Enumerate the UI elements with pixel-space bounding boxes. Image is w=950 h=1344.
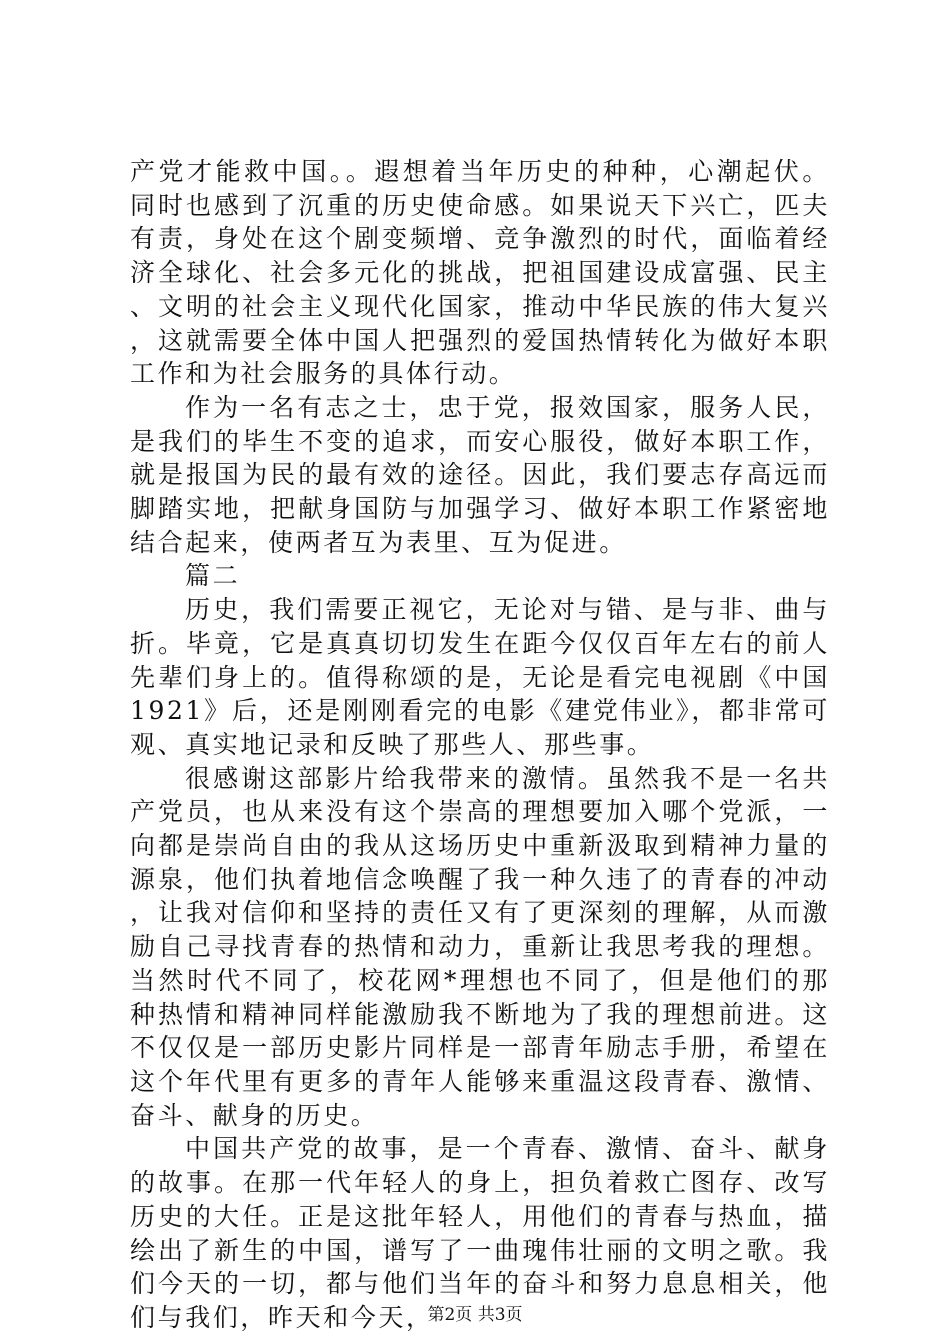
paragraph-5: 中国共产党的故事，是一个青春、激情、奋斗、献身的故事。在那一代年轻人的身上，担负着救亡图存、改写历史的大任。正是这批年轻人，用他们的青春与热血，描绘出了新生的中国，谱写了一曲瑰伟壮丽的文明之歌。我们今天的一切，都与他们当年的奋斗和努力息息相关，他们与我们，昨天和今天， [130,1134,830,1332]
page-number-footer: 第2页 共3页 [427,1305,523,1325]
paragraph-4: 很感谢这部影片给我带来的激情。虽然我不是一名共产党员，也从来没有这个崇高的理想要加入哪个党派，一向都是崇尚自由的我从这场历史中重新汲取到精神力量的源泉，他们执着地信念唤醒了我一种久违了的青春的冲动，让我对信仰和坚持的责任又有了更深刻的理解，从而激励自己寻找青春的热情和动力，重新让我思考我的理想。当然时代不同了，校花网*理想也不同了，但是他们的那种热情和精神同样能激励我不断地为了我的理想前进。这不仅仅是一部历史影片同样是一部青年励志手册，希望在这个年代里有更多的青年人能够来重温这段青春、激情、奋斗、献身的历史。 [130,763,830,1130]
section-heading: 篇二 [185,561,241,591]
paragraph-1: 产党才能救中国。。遐想着当年历史的种种，心潮起伏。同时也感到了沉重的历史使命感。如果说天下兴亡，匹夫有责，身处在这个剧变频增、竞争激烈的时代，面临着经济全球化、社会多元化的挑战，把祖国建设成富强、民主、文明的社会主义现代化国家，推动中华民族的伟大复兴，这就需要全体中国人把强烈的爱国热情转化为做好本职工作和为社会服务的具体行动。 [130,157,830,389]
document-body [130,155,830,1335]
paragraph-2: 作为一名有志之士，忠于党，报效国家，服务人民，是我们的毕生不变的追求，而安心服役，做好本职工作，就是报国为民的最有效的途径。因此，我们要志存高远而脚踏实地，把献身国防与加强学习、做好本职工作紧密地结合起来，使两者互为表里、互为促进。 [130,392,830,557]
paragraph-3: 历史，我们需要正视它，无论对与错、是与非、曲与折。毕竟，它是真真切切发生在距今仅仅百年左右的前人先辈们身上的。值得称颂的是，无论是看完电视剧《中国1921》后，还是刚刚看完的电影《建党伟业》，都非常可观、真实地记录和反映了那些人、那些事。 [130,595,830,759]
